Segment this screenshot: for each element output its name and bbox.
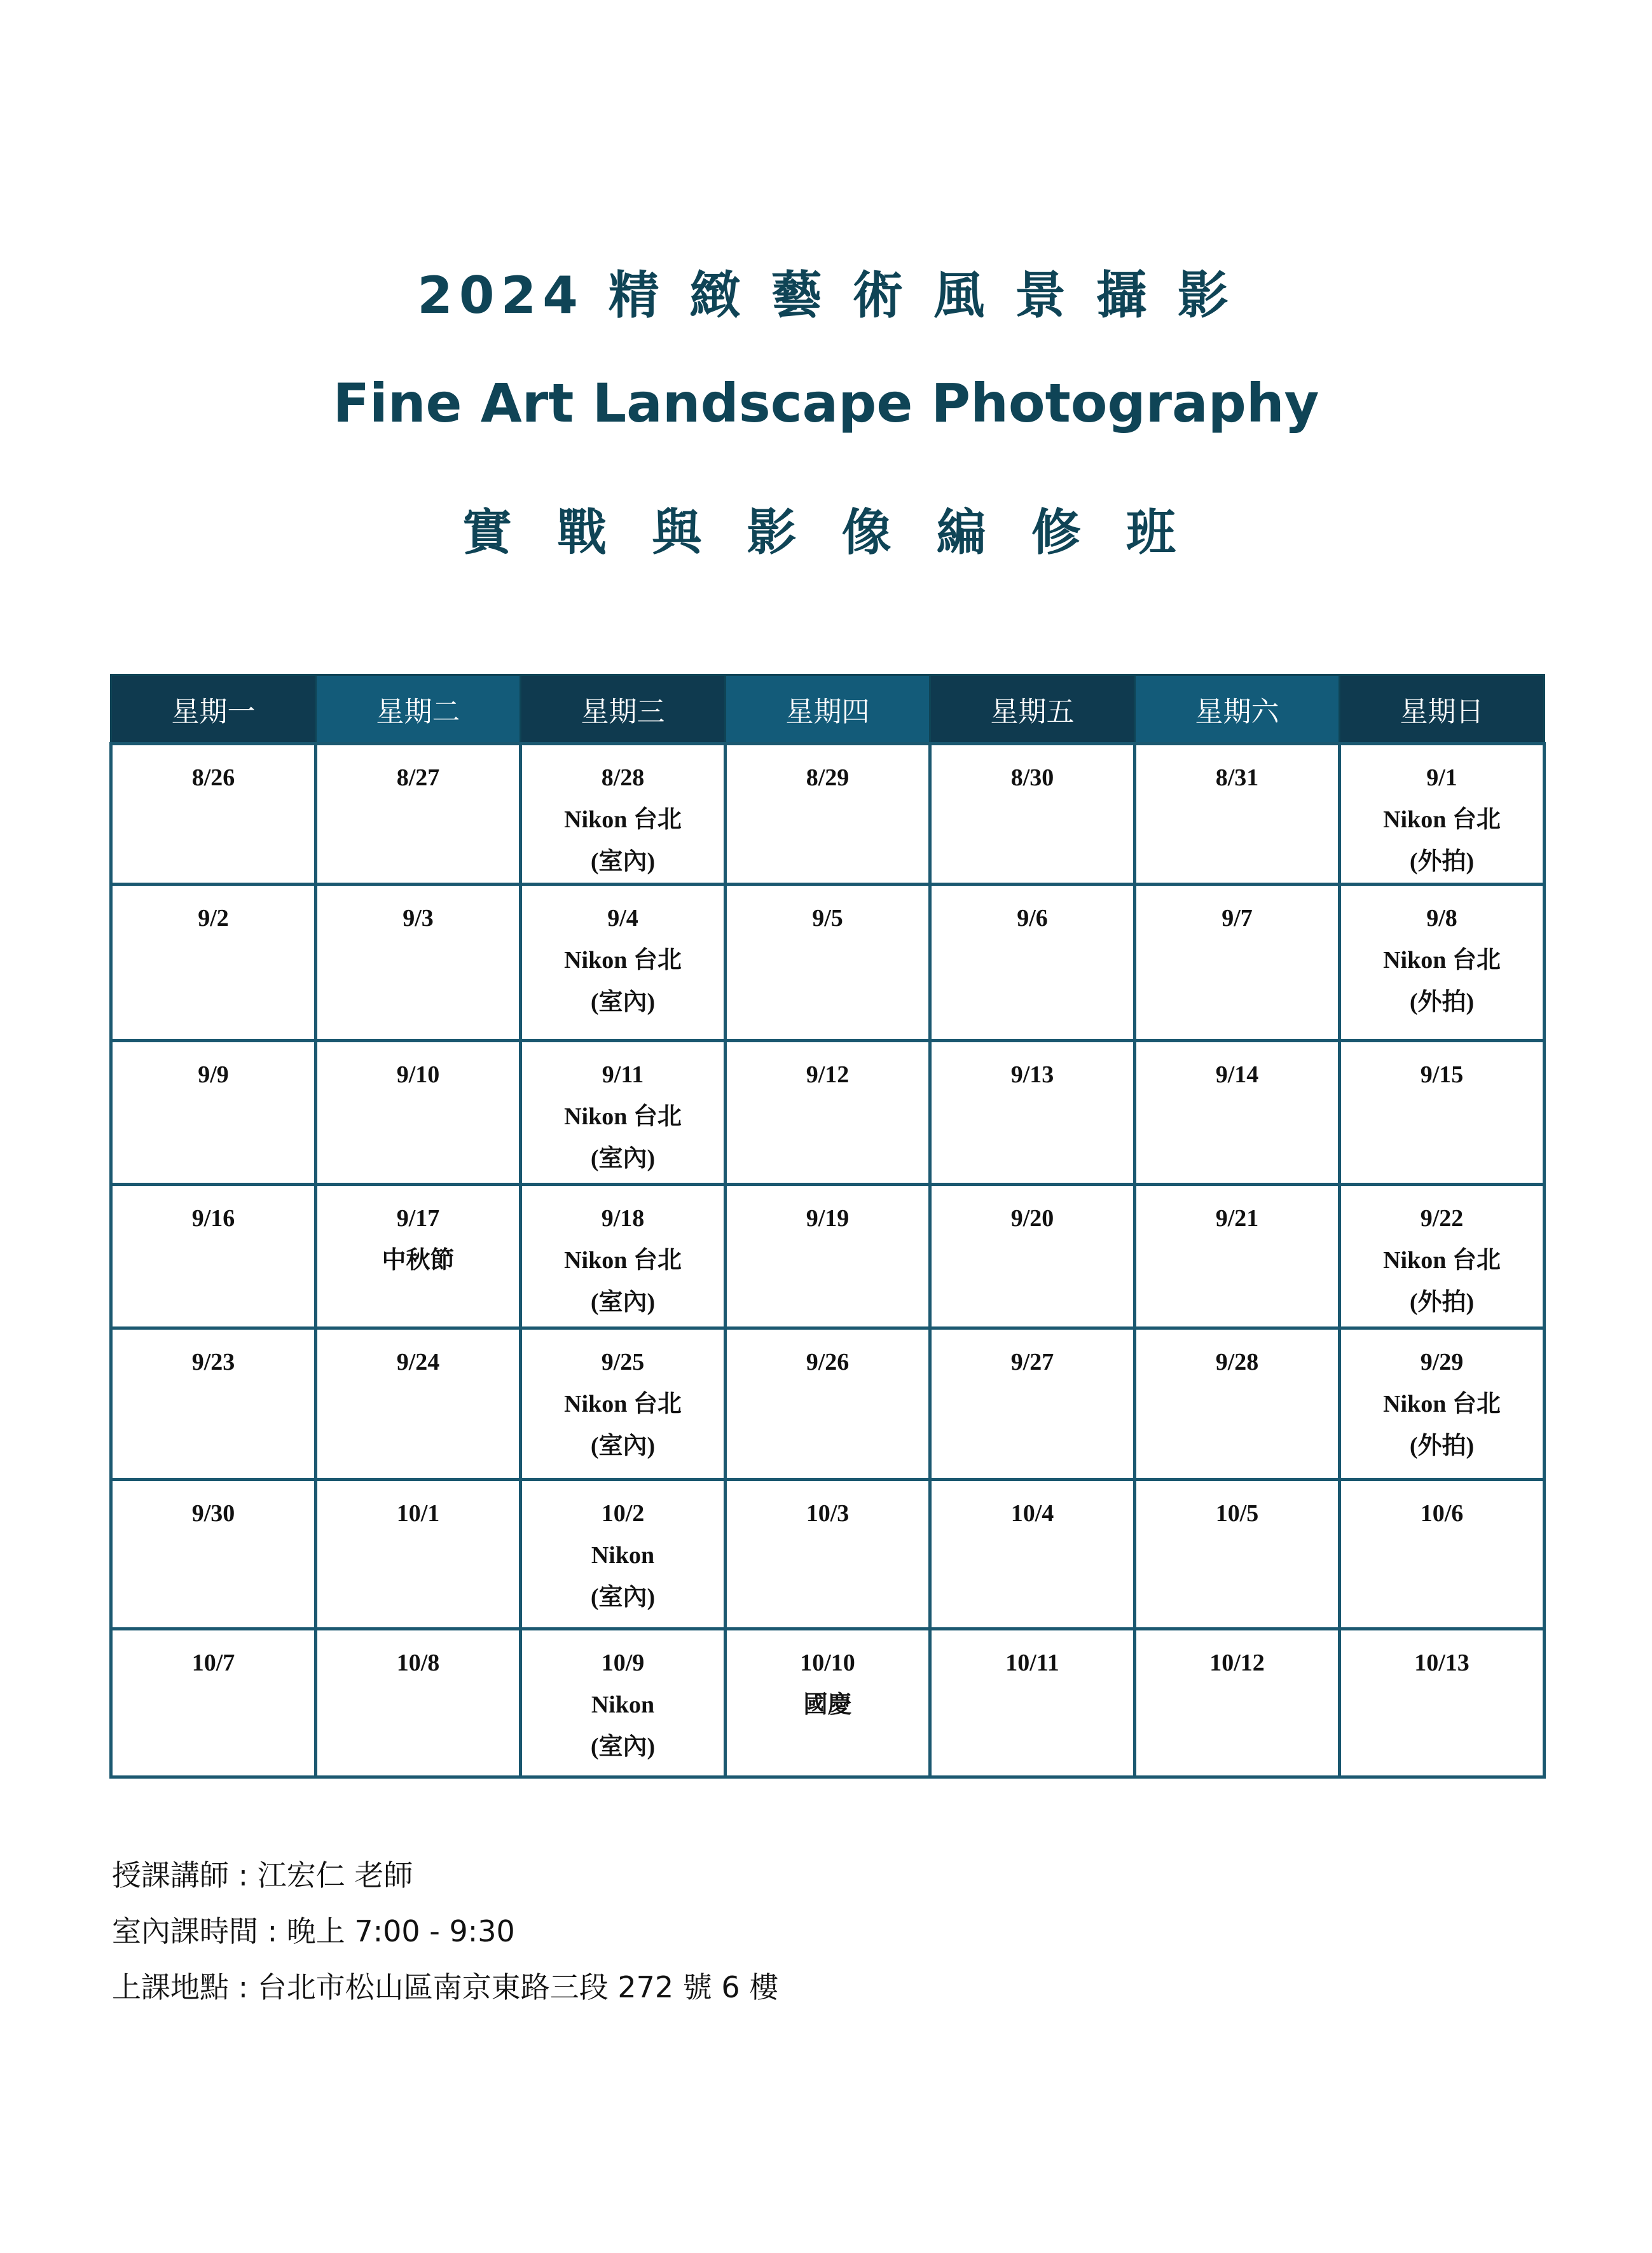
calendar-day-cell-friday bbox=[930, 744, 1135, 885]
calendar-week-row bbox=[111, 1041, 1545, 1185]
day-date: 10/10 bbox=[800, 1650, 855, 1676]
day-event-line: (室內) bbox=[590, 1733, 656, 1760]
calendar-week-row bbox=[111, 744, 1545, 885]
day-date: 9/3 bbox=[403, 905, 434, 932]
day-date: 9/14 bbox=[1215, 1061, 1259, 1088]
day-event-line: Nikon 台北 bbox=[564, 947, 682, 974]
day-date: 9/19 bbox=[806, 1205, 850, 1232]
day-date: 9/4 bbox=[607, 905, 638, 932]
header-monday: 星期一 bbox=[111, 675, 316, 744]
calendar-day-cell-sunday bbox=[1340, 1185, 1545, 1328]
calendar-day-cell-monday bbox=[111, 744, 316, 885]
calendar-day-cell-saturday bbox=[1135, 1041, 1340, 1185]
calendar-day-cell-wednesday bbox=[521, 885, 726, 1041]
calendar-day-cell-tuesday bbox=[316, 1328, 521, 1480]
course-info bbox=[112, 1847, 778, 2015]
calendar-day-cell-sunday bbox=[1340, 885, 1545, 1041]
calendar-day-cell-wednesday bbox=[521, 1041, 726, 1185]
calendar-day-cell-thursday bbox=[726, 744, 930, 885]
calendar-day-cell-tuesday bbox=[316, 744, 521, 885]
header-saturday: 星期六 bbox=[1135, 675, 1340, 744]
day-date: 10/11 bbox=[1005, 1650, 1059, 1676]
day-date: 10/3 bbox=[806, 1500, 850, 1527]
day-event-line: Nikon 台北 bbox=[564, 806, 682, 833]
day-event-line: (室內) bbox=[590, 989, 656, 1016]
day-event-line: (外拍) bbox=[1409, 989, 1475, 1016]
calendar-day-cell-tuesday bbox=[316, 1041, 521, 1185]
calendar-day-cell-wednesday bbox=[521, 1185, 726, 1328]
day-event-line: (室內) bbox=[590, 1145, 656, 1172]
day-date: 9/25 bbox=[601, 1349, 645, 1375]
calendar-day-cell-thursday bbox=[726, 1629, 930, 1777]
day-date: 9/12 bbox=[806, 1061, 850, 1088]
day-date: 9/1 bbox=[1426, 764, 1457, 791]
day-date: 8/29 bbox=[806, 764, 850, 791]
calendar-day-cell-friday bbox=[930, 1629, 1135, 1777]
day-event-line: (室內) bbox=[590, 1584, 656, 1611]
calendar-day-cell-saturday bbox=[1135, 1480, 1340, 1629]
day-date: 10/4 bbox=[1010, 1500, 1054, 1527]
day-date: 9/29 bbox=[1420, 1349, 1464, 1375]
day-event-line: Nikon 台北 bbox=[564, 1247, 682, 1274]
day-date: 9/28 bbox=[1215, 1349, 1259, 1375]
calendar-week-row bbox=[111, 1480, 1545, 1629]
calendar-day-cell-monday bbox=[111, 1629, 316, 1777]
day-event-line: Nikon 台北 bbox=[1383, 947, 1501, 974]
calendar-day-cell-friday bbox=[930, 1041, 1135, 1185]
calendar-day-cell-sunday bbox=[1340, 1328, 1545, 1480]
calendar-day-cell-wednesday bbox=[521, 1629, 726, 1777]
calendar-day-cell-sunday bbox=[1340, 744, 1545, 885]
day-date: 8/27 bbox=[396, 764, 440, 791]
day-date: 9/13 bbox=[1010, 1061, 1054, 1088]
calendar-day-cell-friday bbox=[930, 1480, 1135, 1629]
day-event-line: Nikon 台北 bbox=[1383, 1391, 1501, 1417]
calendar-week-row bbox=[111, 885, 1545, 1041]
calendar-day-cell-thursday bbox=[726, 1185, 930, 1328]
day-date: 9/7 bbox=[1222, 905, 1253, 932]
header-sunday: 星期日 bbox=[1340, 675, 1545, 744]
day-event-line: Nikon 台北 bbox=[564, 1103, 682, 1130]
day-date: 9/9 bbox=[198, 1061, 229, 1088]
day-date: 9/6 bbox=[1017, 905, 1048, 932]
title-subtitle-chinese: 實 戰 與 影 像 編 修 班 bbox=[462, 504, 1190, 562]
day-event-line: (室內) bbox=[590, 848, 656, 875]
day-event-line: (外拍) bbox=[1409, 848, 1475, 875]
day-event-line: Nikon bbox=[591, 1542, 655, 1569]
calendar-week-row bbox=[111, 1185, 1545, 1328]
calendar-day-cell-monday bbox=[111, 1041, 316, 1185]
day-date: 9/24 bbox=[396, 1349, 440, 1375]
day-date: 8/31 bbox=[1215, 764, 1259, 791]
day-event-line: Nikon 台北 bbox=[1383, 1247, 1501, 1274]
location-info: 上課地點 : 台北市松山區南京東路三段 272 號 6 樓 bbox=[112, 1970, 779, 2004]
day-date: 10/13 bbox=[1414, 1650, 1470, 1676]
calendar-day-cell-tuesday bbox=[316, 885, 521, 1041]
day-date: 10/6 bbox=[1420, 1500, 1464, 1527]
calendar-day-cell-monday bbox=[111, 885, 316, 1041]
calendar-day-cell-sunday bbox=[1340, 1041, 1545, 1185]
day-date: 9/10 bbox=[396, 1061, 440, 1088]
calendar-day-cell-friday bbox=[930, 1185, 1135, 1328]
day-date: 9/23 bbox=[191, 1349, 235, 1375]
title-year-chinese: 2024 精 緻 藝 術 風 景 攝 影 bbox=[417, 266, 1235, 325]
calendar-header-row bbox=[111, 675, 1545, 744]
instructor-info: 授課講師 : 江宏仁 老師 bbox=[112, 1858, 413, 1892]
header-thursday: 星期四 bbox=[726, 675, 930, 744]
day-event-line: (外拍) bbox=[1409, 1433, 1475, 1459]
calendar-day-cell-thursday bbox=[726, 1328, 930, 1480]
header-wednesday: 星期三 bbox=[521, 675, 726, 744]
day-date: 9/26 bbox=[806, 1349, 850, 1375]
calendar-day-cell-tuesday bbox=[316, 1185, 521, 1328]
calendar-day-cell-thursday bbox=[726, 885, 930, 1041]
calendar-week-row bbox=[111, 1629, 1545, 1777]
day-date: 9/27 bbox=[1010, 1349, 1054, 1375]
calendar-day-cell-saturday bbox=[1135, 1629, 1340, 1777]
calendar-day-cell-monday bbox=[111, 1328, 316, 1480]
calendar-day-cell-thursday bbox=[726, 1480, 930, 1629]
day-event-line: (外拍) bbox=[1409, 1289, 1475, 1316]
day-date: 9/8 bbox=[1426, 905, 1457, 932]
calendar-day-cell-monday bbox=[111, 1185, 316, 1328]
calendar-day-cell-saturday bbox=[1135, 1328, 1340, 1480]
day-date: 9/18 bbox=[601, 1205, 645, 1232]
calendar-body bbox=[111, 744, 1545, 1777]
day-date: 10/7 bbox=[191, 1650, 235, 1676]
calendar-day-cell-wednesday bbox=[521, 744, 726, 885]
day-date: 10/2 bbox=[601, 1500, 645, 1527]
calendar-day-cell-wednesday bbox=[521, 1480, 726, 1629]
day-date: 9/30 bbox=[191, 1500, 235, 1527]
header-friday: 星期五 bbox=[930, 675, 1135, 744]
day-date: 9/16 bbox=[191, 1205, 235, 1232]
day-date: 9/15 bbox=[1420, 1061, 1464, 1088]
day-date: 9/17 bbox=[396, 1205, 440, 1232]
schedule-calendar bbox=[109, 674, 1546, 1779]
calendar-day-cell-friday bbox=[930, 885, 1135, 1041]
class-time-info: 室內課時間 : 晚上 7:00 - 9:30 bbox=[112, 1914, 515, 1948]
day-event-line: (室內) bbox=[590, 1433, 656, 1459]
day-event-line: Nikon 台北 bbox=[1383, 806, 1501, 833]
calendar-day-cell-thursday bbox=[726, 1041, 930, 1185]
day-date: 10/1 bbox=[396, 1500, 440, 1527]
day-date: 9/5 bbox=[812, 905, 843, 932]
day-date: 9/2 bbox=[198, 905, 229, 932]
calendar-day-cell-sunday bbox=[1340, 1480, 1545, 1629]
day-event-line: (室內) bbox=[590, 1289, 656, 1316]
day-event-line: 國慶 bbox=[803, 1691, 852, 1718]
calendar-day-cell-wednesday bbox=[521, 1328, 726, 1480]
day-date: 10/5 bbox=[1215, 1500, 1259, 1527]
day-date: 9/11 bbox=[602, 1061, 644, 1088]
calendar-day-cell-tuesday bbox=[316, 1629, 521, 1777]
day-event-line: Nikon 台北 bbox=[564, 1391, 682, 1417]
day-date: 8/26 bbox=[191, 764, 235, 791]
calendar-day-cell-saturday bbox=[1135, 744, 1340, 885]
day-date: 8/28 bbox=[601, 764, 645, 791]
title-english: Fine Art Landscape Photography bbox=[333, 372, 1319, 434]
calendar-day-cell-sunday bbox=[1340, 1629, 1545, 1777]
calendar-day-cell-saturday bbox=[1135, 885, 1340, 1041]
calendar-week-row bbox=[111, 1328, 1545, 1480]
day-date: 9/22 bbox=[1420, 1205, 1464, 1232]
calendar-day-cell-friday bbox=[930, 1328, 1135, 1480]
day-event-line: 中秋節 bbox=[382, 1247, 455, 1274]
calendar-day-cell-saturday bbox=[1135, 1185, 1340, 1328]
header-tuesday: 星期二 bbox=[316, 675, 521, 744]
day-date: 10/9 bbox=[601, 1650, 645, 1676]
day-date: 9/20 bbox=[1010, 1205, 1054, 1232]
day-date: 9/21 bbox=[1215, 1205, 1259, 1232]
day-date: 10/8 bbox=[396, 1650, 440, 1676]
calendar-day-cell-monday bbox=[111, 1480, 316, 1629]
day-date: 8/30 bbox=[1010, 764, 1054, 791]
calendar-day-cell-tuesday bbox=[316, 1480, 521, 1629]
day-date: 10/12 bbox=[1209, 1650, 1265, 1676]
day-event-line: Nikon bbox=[591, 1691, 655, 1718]
